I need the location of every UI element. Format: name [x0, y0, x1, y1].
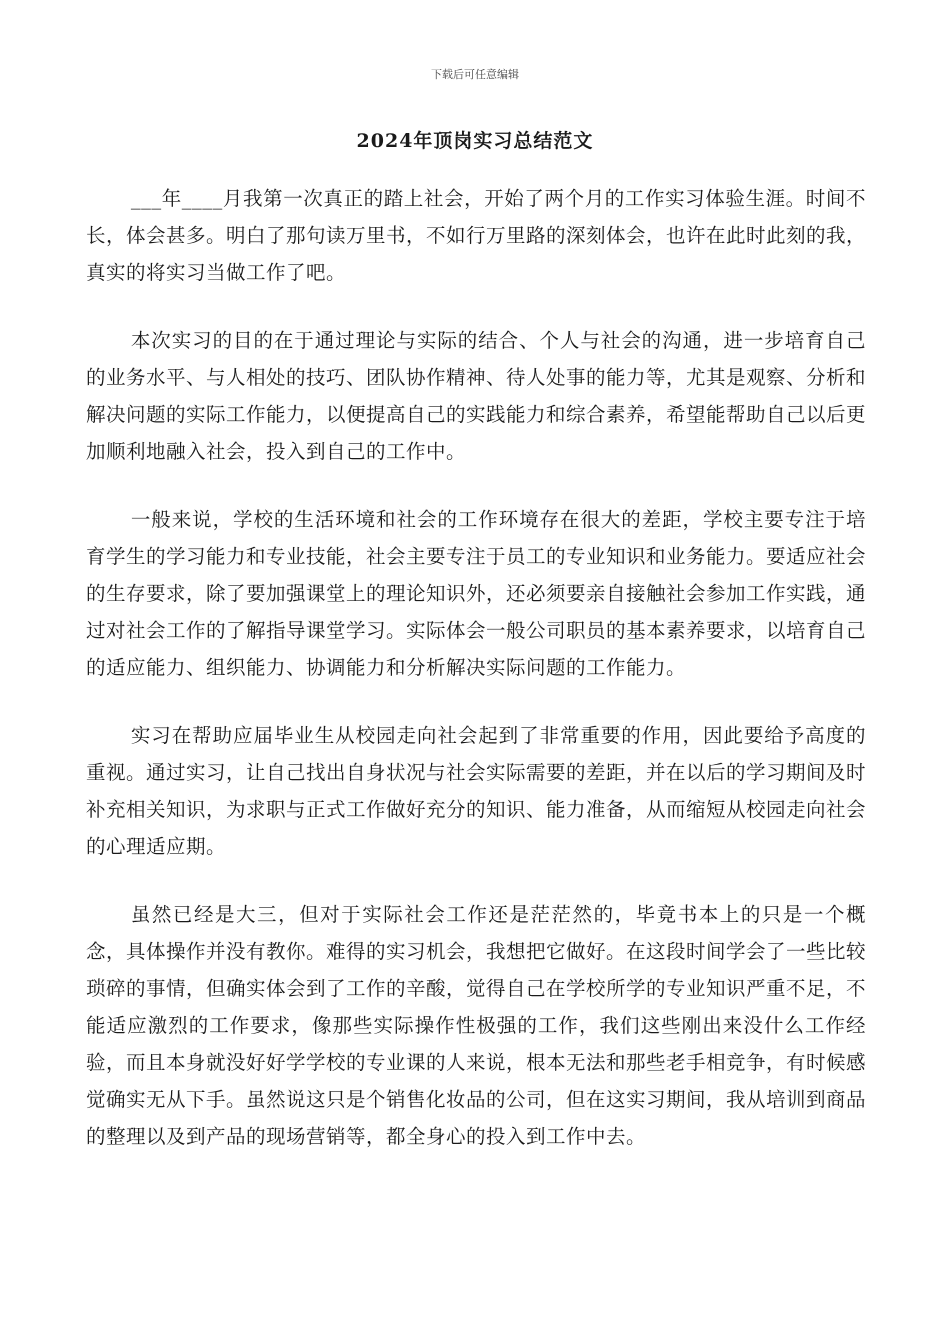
page-header-note: 下载后可任意编辑 [431, 68, 519, 81]
paragraph-4: 实习在帮助应届毕业生从校园走向社会起到了非常重要的作用，因此要给予高度的重视。通过实习，让自己找出自身状况与社会实际需要的差距，并在以后的学习期间及时补充相关知识，为求职与正式工作做好充分的知识、能力准备，从而缩短从校园走向社会的心理适应期。 [86, 724, 867, 858]
paragraph-1: ___年____月我第一次真正的踏上社会，开始了两个月的工作实习体验生涯。时间不长，体会甚多。明白了那句读万里书，不如行万里路的深刻体会，也许在此时此刻的我，真实的将实习当做工作了吧。 [86, 187, 867, 284]
paragraph-2: 本次实习的目的在于通过理论与实际的结合、个人与社会的沟通，进一步培育自己的业务水平、与人相处的技巧、团队协作精神、待人处事的能力等，尤其是观察、分析和解决问题的实际工作能力，以便提高自己的实践能力和综合素养，希望能帮助自己以后更加顺利地融入社会，投入到自己的工作中。 [86, 329, 867, 463]
paragraph-3: 一般来说，学校的生活环境和社会的工作环境存在很大的差距，学校主要专注于培育学生的学习能力和专业技能，社会主要专注于员工的专业知识和业务能力。要适应社会的生存要求，除了要加强课堂上的理论知识外，还必须要亲自接触社会参加工作实践，通过对社会工作的了解指导课堂学习。实际体会一般公司职员的基本素养要求，以培育自己的适应能力、组织能力、协调能力和分析解决实际问题的工作能力。 [86, 508, 867, 679]
document-title: 2024年顶岗实习总结范文 [356, 130, 594, 152]
document-body [86, 180, 866, 1186]
paragraph-5: 虽然已经是大三，但对于实际社会工作还是茫茫然的，毕竟书本上的只是一个概念，具体操作并没有教你。难得的实习机会，我想把它做好。在这段时间学会了一些比较琐碎的事情，但确实体会到了工作的辛酸，觉得自己在学校所学的专业知识严重不足，不能适应激烈的工作要求，像那些实际操作性极强的工作，我们这些刚出来没什么工作经验，而且本身就没好好学学校的专业课的人来说，根本无法和那些老手相竞争，有时候感觉确实无从下手。虽然说这只是个销售化妆品的公司，但在这实习期间，我从培训到商品的整理以及到产品的现场营销等，都全身心的投入到工作中去。 [86, 903, 867, 1148]
